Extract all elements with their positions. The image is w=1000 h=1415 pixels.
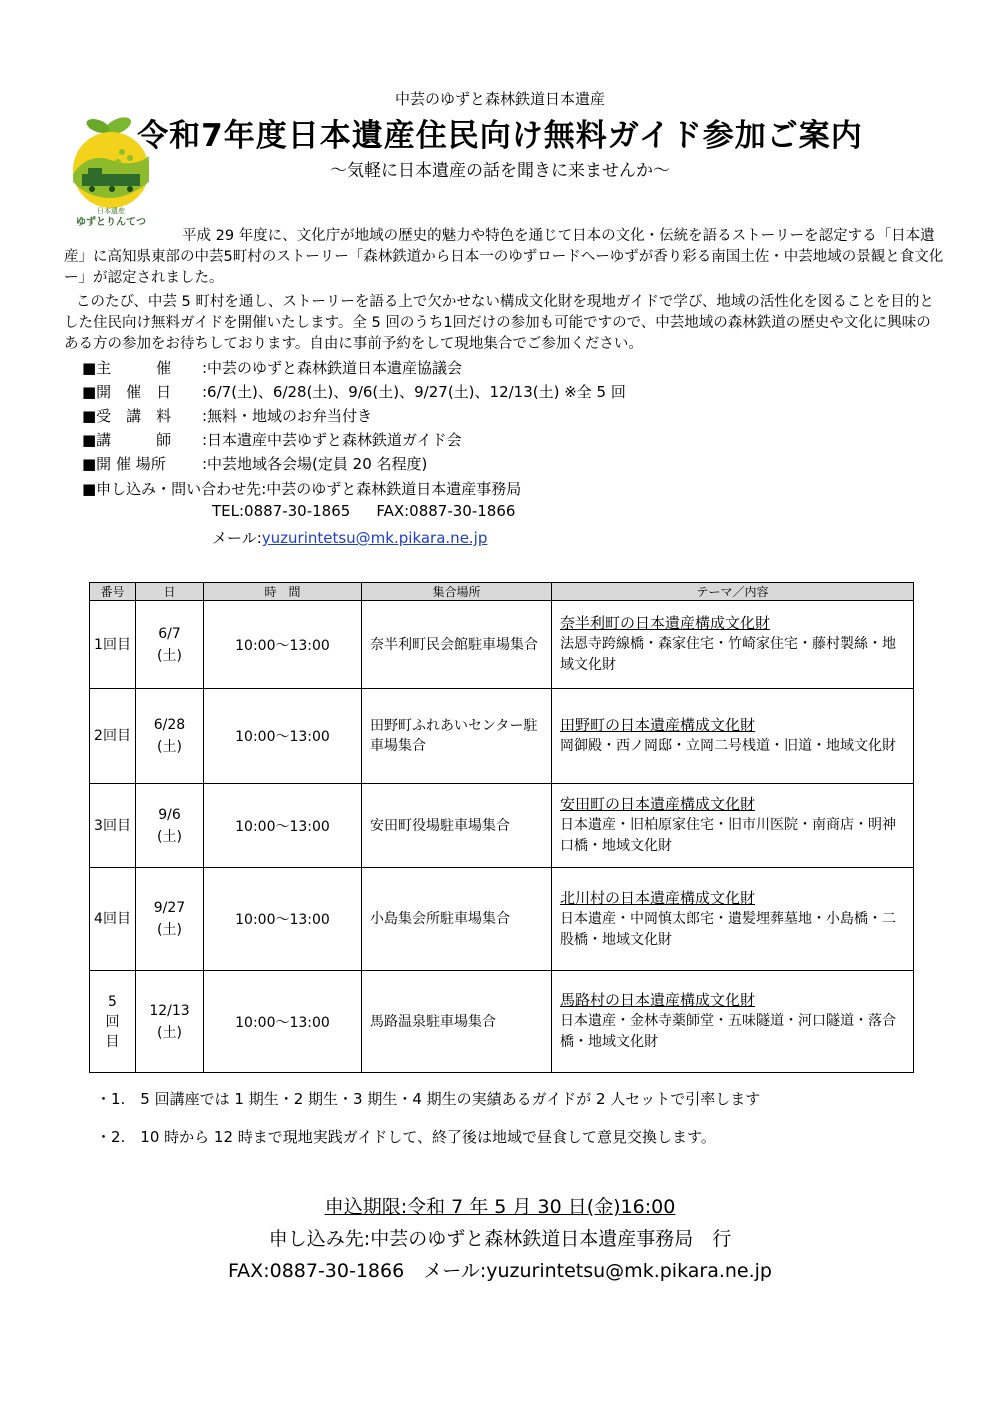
session-time: 10:00～13:00 <box>204 971 362 1073</box>
info-label: ■受 講 料 <box>82 407 172 425</box>
session-date <box>136 784 204 868</box>
info-label: ■主 催 <box>82 359 172 377</box>
theme-body: 日本遺産・旧柏原家住宅・旧市川医院・南商店・明神口橋・地域文化財 <box>560 817 896 854</box>
info-label: ■開 催 日 <box>82 383 172 401</box>
info-lecturer <box>82 429 462 452</box>
session-date <box>136 971 204 1073</box>
session-time: 10:00～13:00 <box>204 689 362 784</box>
session-date <box>136 689 204 784</box>
info-organizer <box>82 357 462 380</box>
table-row <box>90 784 914 868</box>
schedule-table <box>89 582 914 1073</box>
info-contact <box>82 478 521 501</box>
page-subtitle: ～気軽に日本遺産の話を聞きに来ませんか～ <box>330 161 670 181</box>
meeting-place: 馬路温泉駐車場集合 <box>362 971 552 1073</box>
session-time: 10:00～13:00 <box>204 601 362 689</box>
logo-caption-main: ゆずとりんてつ <box>76 217 146 228</box>
day-of-week: (土) <box>157 922 182 938</box>
contact-tel: TEL:0887-30-1865 <box>212 502 351 520</box>
session-theme <box>552 601 914 689</box>
yuzu-rintetsu-logo <box>68 112 154 230</box>
note-1: ・1. 5 回講座では 1 期生・2 期生・3 期生・4 期生の実績あるガイドが 2 人セットで引率します <box>96 1090 761 1108</box>
info-value: :6/7(土)、6/28(土)、9/6(土)、9/27(土)、12/13(土) ※全 5 回 <box>202 383 626 401</box>
info-value: :中芸のゆずと森林鉄道日本遺産協議会 <box>202 359 463 377</box>
contact-phone-fax <box>212 502 515 520</box>
meeting-place: 安田町役場駐車場集合 <box>362 784 552 868</box>
session-number <box>90 971 136 1073</box>
header-time: 時 間 <box>204 583 362 601</box>
info-venue <box>82 453 427 476</box>
info-label: ■講 師 <box>82 431 172 449</box>
intro-paragraph-2: このたび、中芸 5 町村を通し、ストーリーを語る上で欠かせない構成文化財を現地ガイドで学び、地域の活性化を図ることを目的とした住民向け無料ガイドを開催いたします。全 5 回のうち1回だけの参加も可能ですので、中芸地域の森林鉄道の歴史や文化に興味のある方の参加をお待ちしております。自由に事前予約をして現地集合でご参加ください。 <box>64 294 934 352</box>
header-meeting-place: 集合場所 <box>362 583 552 601</box>
application-destination: 申し込み先:中芸のゆずと森林鉄道日本遺産事務局 行 <box>268 1228 732 1250</box>
session-number: 3回目 <box>90 784 136 868</box>
info-dates <box>82 381 626 404</box>
info-value: :中芸のゆずと森林鉄道日本遺産事務局 <box>261 480 522 498</box>
session-time: 10:00～13:00 <box>204 784 362 868</box>
organization-heading: 中芸のゆずと森林鉄道日本遺産 <box>394 90 605 108</box>
info-label: ■開 催 場所 <box>82 455 166 473</box>
meeting-place: 田野町ふれあいセンター駐車場集合 <box>362 689 552 784</box>
theme-body: 日本遺産・金林寺薬師堂・五味隧道・河口隧道・落合橋・地域文化財 <box>560 1013 896 1050</box>
session-number: 1回目 <box>90 601 136 689</box>
info-value: :中芸地域各会場(定員 20 名程度) <box>202 455 428 473</box>
theme-title: 田野町の日本遺産構成文化財 <box>560 716 756 734</box>
date-value: 6/7 <box>158 625 181 642</box>
footer-fax-mail: FAX:0887-30-1866 メール:yuzurintetsu@mk.pikara.ne.jp <box>228 1260 772 1282</box>
header-theme: テーマ／内容 <box>552 583 914 601</box>
info-value: :無料・地域のお弁当付き <box>202 407 373 425</box>
session-time: 10:00～13:00 <box>204 868 362 971</box>
day-of-week: (土) <box>157 828 182 845</box>
meeting-place: 奈半利町民会館駐車場集合 <box>362 601 552 689</box>
theme-body: 日本遺産・中岡慎太郎宅・遺髪埋葬墓地・小島橋・二股橋・地域文化財 <box>560 910 896 948</box>
session-date <box>136 868 204 971</box>
session-theme <box>552 784 914 868</box>
info-label: ■申し込み・問い合わせ先 <box>82 480 262 498</box>
session-number: 2回目 <box>90 689 136 784</box>
table-header-row <box>90 583 914 601</box>
contact-email-link[interactable]: yuzurintetsu@mk.pikara.ne.jp <box>261 529 488 547</box>
table-row <box>90 971 914 1073</box>
page-title: 令和7年度日本遺産住民向け無料ガイド参加ご案内 <box>137 118 863 154</box>
theme-title: 奈半利町の日本遺産構成文化財 <box>560 614 771 632</box>
day-of-week: (土) <box>157 739 182 755</box>
intro-paragraph-1: 平成 29 年度に、文化庁が地域の歴史的魅力や特色を通じて日本の文化・伝統を語るストーリーを認定する「日本遺産」に高知県東部の中芸5町村のストーリー「森林鉄道から日本一のゆずロードへーゆずが香り彩る南国土佐・中芸地域の景観と食文化ー」が認定されました。 <box>64 228 944 286</box>
table-row <box>90 689 914 784</box>
date-value: 9/27 <box>153 900 186 916</box>
deadline-text: 申込期限:令和 7 年 5 月 30 日(金)16:00 <box>324 1196 676 1218</box>
session-theme <box>552 689 914 784</box>
contact-mail-label: メール: <box>212 529 262 547</box>
header-number: 番号 <box>90 583 136 601</box>
theme-title: 馬路村の日本遺産構成文化財 <box>560 991 756 1009</box>
contact-email-line <box>212 527 487 548</box>
session-number: 4回目 <box>90 868 136 971</box>
application-deadline <box>0 1192 1000 1219</box>
meeting-place: 小島集会所駐車場集合 <box>362 868 552 971</box>
session-number-vertical: 5回目 <box>105 993 120 1050</box>
session-theme <box>552 868 914 971</box>
theme-body: 岡御殿・西ノ岡邸・立岡二号桟道・旧道・地域文化財 <box>560 738 896 754</box>
table-row <box>90 601 914 689</box>
theme-body: 法恩寺跨線橋・森家住宅・竹崎家住宅・藤村製絲・地域文化財 <box>560 636 896 673</box>
info-fee <box>82 405 372 428</box>
session-theme <box>552 971 914 1073</box>
day-of-week: (土) <box>157 647 182 664</box>
note-2: ・2. 10 時から 12 時まで現地実践ガイドして、終了後は地域で昼食して意見交換します。 <box>96 1128 716 1146</box>
day-of-week: (土) <box>157 1024 182 1041</box>
theme-title: 北川村の日本遺産構成文化財 <box>560 888 756 907</box>
session-date <box>136 601 204 689</box>
contact-fax: FAX:0887-30-1866 <box>376 502 516 520</box>
info-value: :日本遺産中芸ゆずと森林鉄道ガイド会 <box>202 431 462 449</box>
date-value: 9/6 <box>158 806 181 823</box>
date-value: 6/28 <box>153 717 186 733</box>
date-value: 12/13 <box>149 1002 190 1019</box>
table-row <box>90 868 914 971</box>
logo-caption-top: 日本遺産 <box>97 207 125 215</box>
theme-title: 安田町の日本遺産構成文化財 <box>560 795 756 813</box>
header-date: 日 <box>136 583 204 601</box>
